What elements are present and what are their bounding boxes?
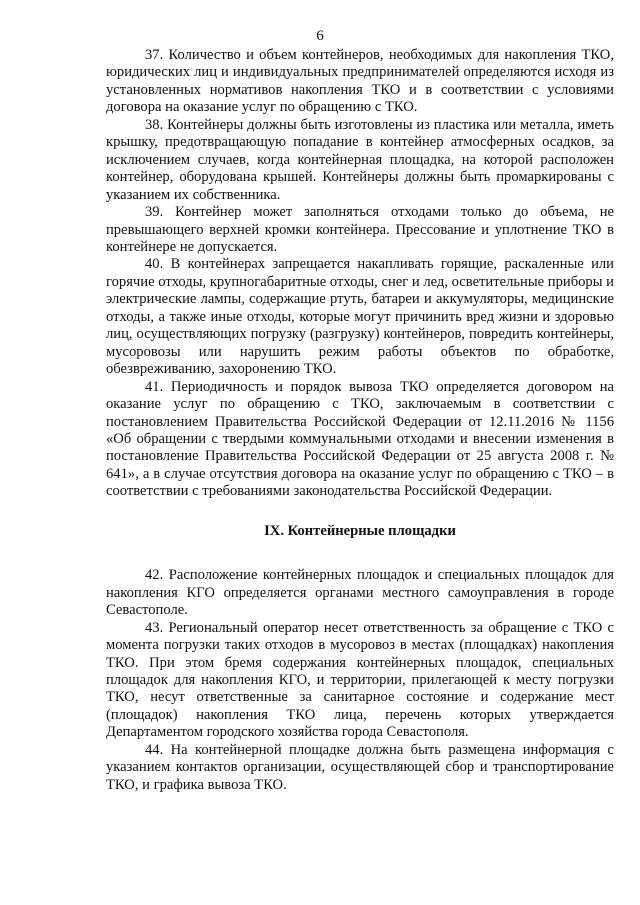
paragraph-44: 44. На контейнерной площадке должна быть размещена информация с указанием контактов организации, осуществляющей сбор и транспортирование ТКО, и графика вывоза ТКО. <box>106 741 614 793</box>
paragraph-42: 42. Расположение контейнерных площадок и специальных площадок для накопления КГО определяется органами местного самоуправления в городе Севастополе. <box>106 567 614 619</box>
document-body <box>106 47 614 794</box>
paragraph-39: 39. Контейнер может заполняться отходами только до объема, не превышающего верхней кромки контейнера. Прессование и уплотнение ТКО в контейнере не допускается. <box>106 204 614 255</box>
paragraph-37: 37. Количество и объем контейнеров, необходимых для накопления ТКО, юридических лиц и индивидуальных предпринимателей определяются исходя из установленных нормативов накопления ТКО и в соответствии с условиями договора на оказание услуг по обращению с ТКО. <box>106 47 614 116</box>
page-number: 6 <box>316 28 324 44</box>
paragraph-38: 38. Контейнеры должны быть изготовлены из пластика или металла, иметь крышку, предотвращающую попадание в контейнер атмосферных осадков, за исключением случаев, когда контейнерная площадка, на которой расположен контейнер, оборудована крышей. Контейнеры должны быть промаркированы с указанием их собственника. <box>106 116 614 203</box>
section-heading: IX. Контейнерные площадки <box>264 522 456 539</box>
paragraph-40: 40. В контейнерах запрещается накапливать горящие, раскаленные или горячие отходы, крупногабаритные отходы, снег и лед, осветительные приборы и электрические лампы, содержащие ртуть, батареи и аккумуляторы, медицинские отходы, а также иные отходы, которые могут причинить вред жизни и здоровью лиц, осуществляющих погрузку (разгрузку) контейнеров, повредить контейнеры, мусоровозы или нарушить режим работы объектов по обработке, обезвреживанию, захоронению ТКО. <box>106 256 614 378</box>
paragraph-43: 43. Региональный оператор несет ответственность за обращение с ТКО с момента погрузки таких отходов в мусоровоз в местах (площадках) накопления ТКО. При этом бремя содержания контейнерных площадок, специальных площадок для накопления КГО, и территории, прилегающей к месту погрузки ТКО, несут ответственные за санитарное состояние и содержание мест (площадок) накопления ТКО лица, перечень которых утверждается Департаментом городского хозяйства города Севастополя. <box>106 619 614 741</box>
paragraph-41: 41. Периодичность и порядок вывоза ТКО определяется договором на оказание услуг по обращению с ТКО, заключаемым в соответствии с постановлением Правительства Российской Федерации от 12.11.2016 № 1156 «Об обращении с твердыми коммунальными отходами и внесении изменения в постановление Правительства Российской Федерации от 25 августа 2008 г. № 641», а в случае отсутствия договора на оказание услуг по обращению с ТКО – в соответствии с требованиями законодательства Российской Федерации. <box>106 378 614 500</box>
